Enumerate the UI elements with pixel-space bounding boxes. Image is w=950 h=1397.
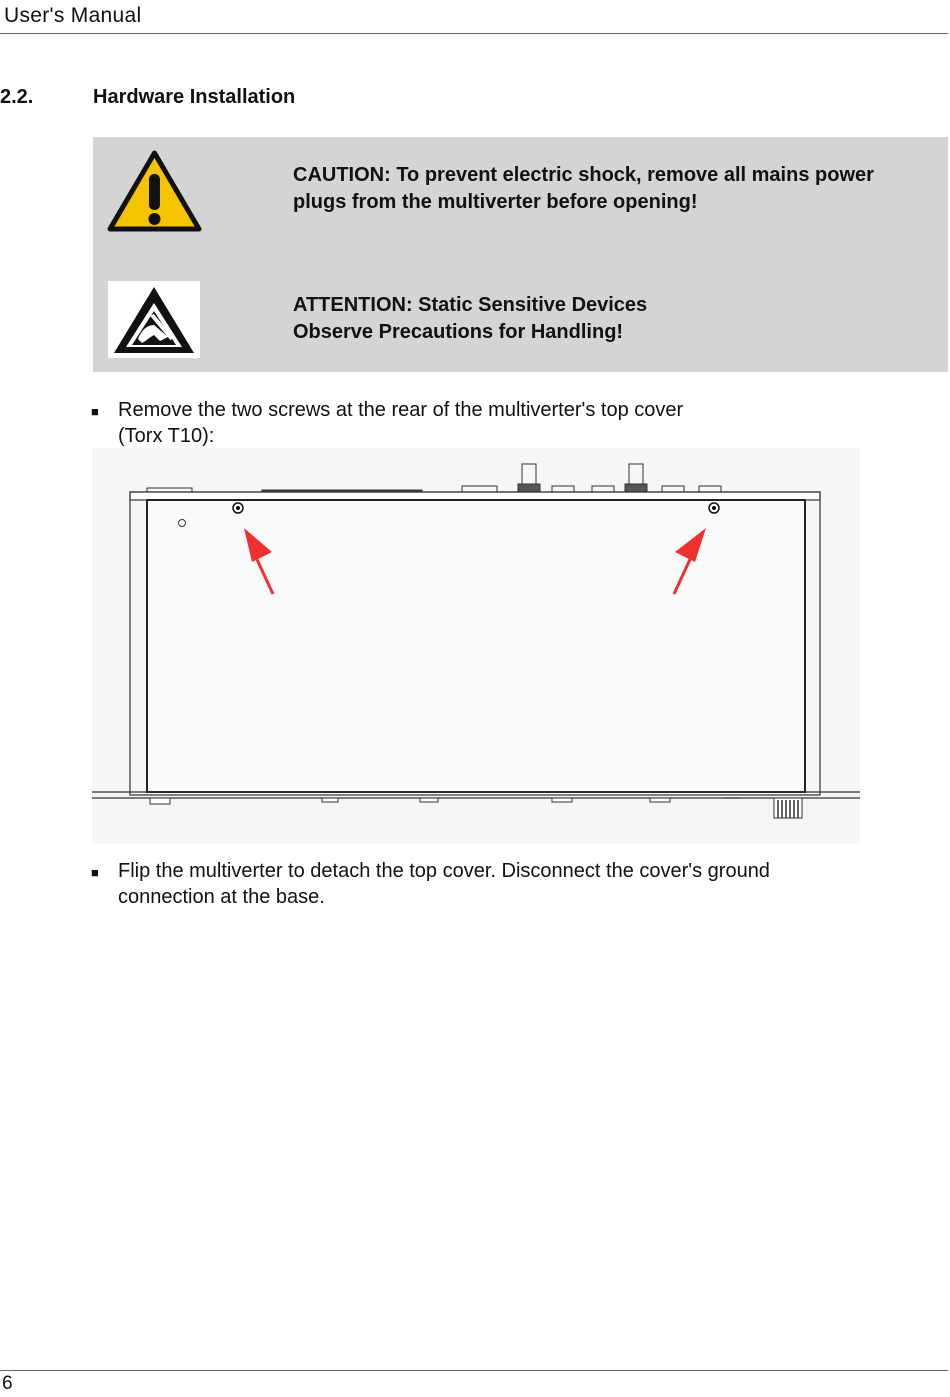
bullet-square-icon: ■ — [91, 865, 99, 880]
header-divider — [0, 33, 948, 34]
screw-right — [709, 503, 719, 513]
footer-divider — [0, 1370, 948, 1371]
attention-notice — [293, 292, 933, 346]
safety-notice-box — [93, 137, 948, 372]
caution-line-1: CAUTION: To prevent electric shock, remove all mains power — [293, 164, 874, 186]
multiverter-top-view-diagram — [92, 448, 860, 844]
bullet-square-icon: ■ — [91, 404, 99, 419]
page-number: 6 — [2, 1373, 13, 1394]
step-flip-multiverter: Flip the multiverter to detach the top cover. Disconnect the cover's ground connection at the base. — [118, 860, 770, 908]
attention-line-1: ATTENTION: Static Sensitive Devices — [293, 294, 648, 316]
section-number: 2.2. — [0, 86, 34, 108]
screw-left — [233, 503, 243, 513]
warning-triangle-icon — [107, 150, 202, 232]
caution-line-2: plugs from the multiverter before opening! — [293, 191, 698, 213]
section-title: Hardware Installation — [93, 86, 296, 108]
esd-sensitive-device-icon — [108, 281, 200, 358]
attention-line-2: Observe Precautions for Handling! — [293, 321, 624, 343]
manual-title: User's Manual — [4, 4, 142, 27]
step-remove-screws: Remove the two screws at the rear of the multiverter's top cover (Torx T10): — [118, 399, 684, 447]
caution-notice — [293, 162, 933, 216]
